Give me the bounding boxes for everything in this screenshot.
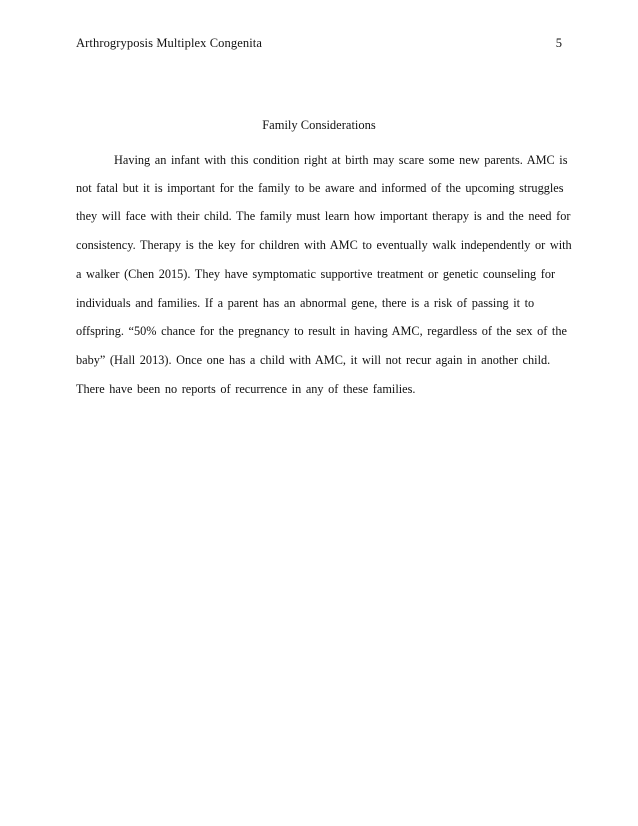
paragraph-line: consistency. Therapy is the key for children with AMC to eventually walk independently or with: [76, 238, 572, 252]
paragraph-line: baby” (Hall 2013). Once one has a child with AMC, it will not recur again in another child.: [76, 353, 551, 367]
paragraph-line: individuals and families. If a parent has an abnormal gene, there is a risk of passing it to: [76, 296, 535, 310]
paragraph-line: Having an infant with this condition right at birth may scare some new parents. AMC is: [114, 153, 568, 167]
page-number: 5: [555, 36, 562, 50]
paragraph-line: not fatal but it is important for the family to be aware and informed of the upcoming struggles: [76, 181, 564, 195]
section-heading: Family Considerations: [262, 118, 376, 132]
paragraph-line: There have been no reports of recurrence in any of these families.: [76, 382, 416, 396]
running-head: Arthrogryposis Multiplex Congenita: [76, 36, 263, 50]
paragraph-line: a walker (Chen 2015). They have symptomatic supportive treatment or genetic counseling for: [76, 267, 556, 281]
paragraph-line: offspring. “50% chance for the pregnancy to result in having AMC, regardless of the sex of the: [76, 324, 567, 338]
paragraph-line: they will face with their child. The family must learn how important therapy is and the need for: [76, 209, 571, 223]
